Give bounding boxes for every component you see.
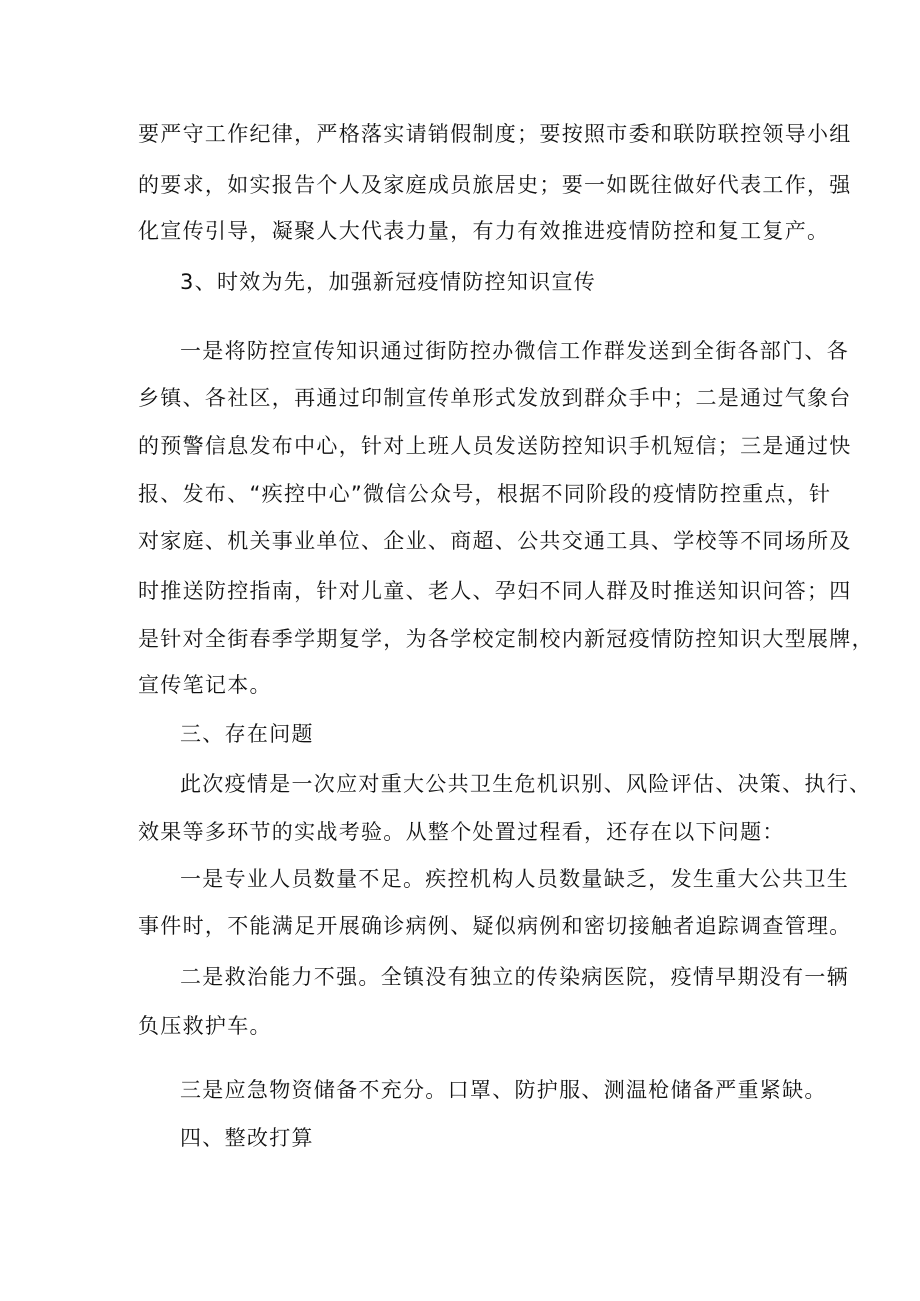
line-p5-1: 二是救治能力不强。全镇没有独立的传染病医院，疫情早期没有一辆 <box>180 965 849 989</box>
line-p3-1: 此次疫情是一次应对重大公共卫生危机识别、风险评估、决策、执行、 <box>180 772 872 796</box>
line-p6-1: 三是应急物资储备不充分。口罩、防护服、测温枪储备严重紧缺。 <box>180 1078 827 1102</box>
line-p2-7: 是针对全街春季学期复学，为各学校定制校内新冠疫情防控知识大型展牌， <box>138 627 874 651</box>
subheading-3: 3、时效为先，加强新冠疫情防控知识宣传 <box>180 270 597 294</box>
line-p2-4: 报、发布、“疾控中心”微信公众号，根据不同阶段的疫情防控重点，针 <box>138 482 832 506</box>
line-p2-1: 一是将防控宣传知识通过街防控办微信工作群发送到全街各部门、各 <box>180 339 849 363</box>
line-p1-1: 要严守工作纪律，严格落实请销假制度；要按照市委和联防联控领导小组 <box>138 122 852 146</box>
line-p4-2: 事件时，不能满足开展确诊病例、疑似病例和密切接触者追踪调查管理。 <box>138 914 852 938</box>
line-p3-2: 效果等多环节的实战考验。从整个处置过程看，还存在以下问题： <box>138 820 785 844</box>
line-p4-1: 一是专业人员数量不足。疾控机构人员数量缺乏，发生重大公共卫生 <box>180 867 849 891</box>
line-p2-5: 对家庭、机关事业单位、企业、商超、公共交通工具、学校等不同场所及 <box>138 529 852 553</box>
line-p2-3: 的预警信息发布中心，针对上班人员发送防控知识手机短信；三是通过快 <box>138 434 852 458</box>
line-p1-2: 的要求，如实报告个人及家庭成员旅居史；要一如既往做好代表工作，强 <box>138 173 852 197</box>
line-p5-2: 负压救护车。 <box>138 1014 272 1038</box>
line-p2-6: 时推送防控指南，针对儿童、老人、孕妇不同人群及时推送知识问答；四 <box>138 579 852 603</box>
section-heading-4: 四、整改打算 <box>180 1126 314 1150</box>
line-p2-2: 乡镇、各社区，再通过印制宣传单形式发放到群众手中；二是通过气象台 <box>138 386 852 410</box>
line-p2-8: 宣传笔记本。 <box>138 673 272 697</box>
section-heading-3: 三、存在问题 <box>180 722 314 746</box>
line-p1-3: 化宣传引导，凝聚人大代表力量，有力有效推进疫情防控和复工复产。 <box>138 219 830 243</box>
